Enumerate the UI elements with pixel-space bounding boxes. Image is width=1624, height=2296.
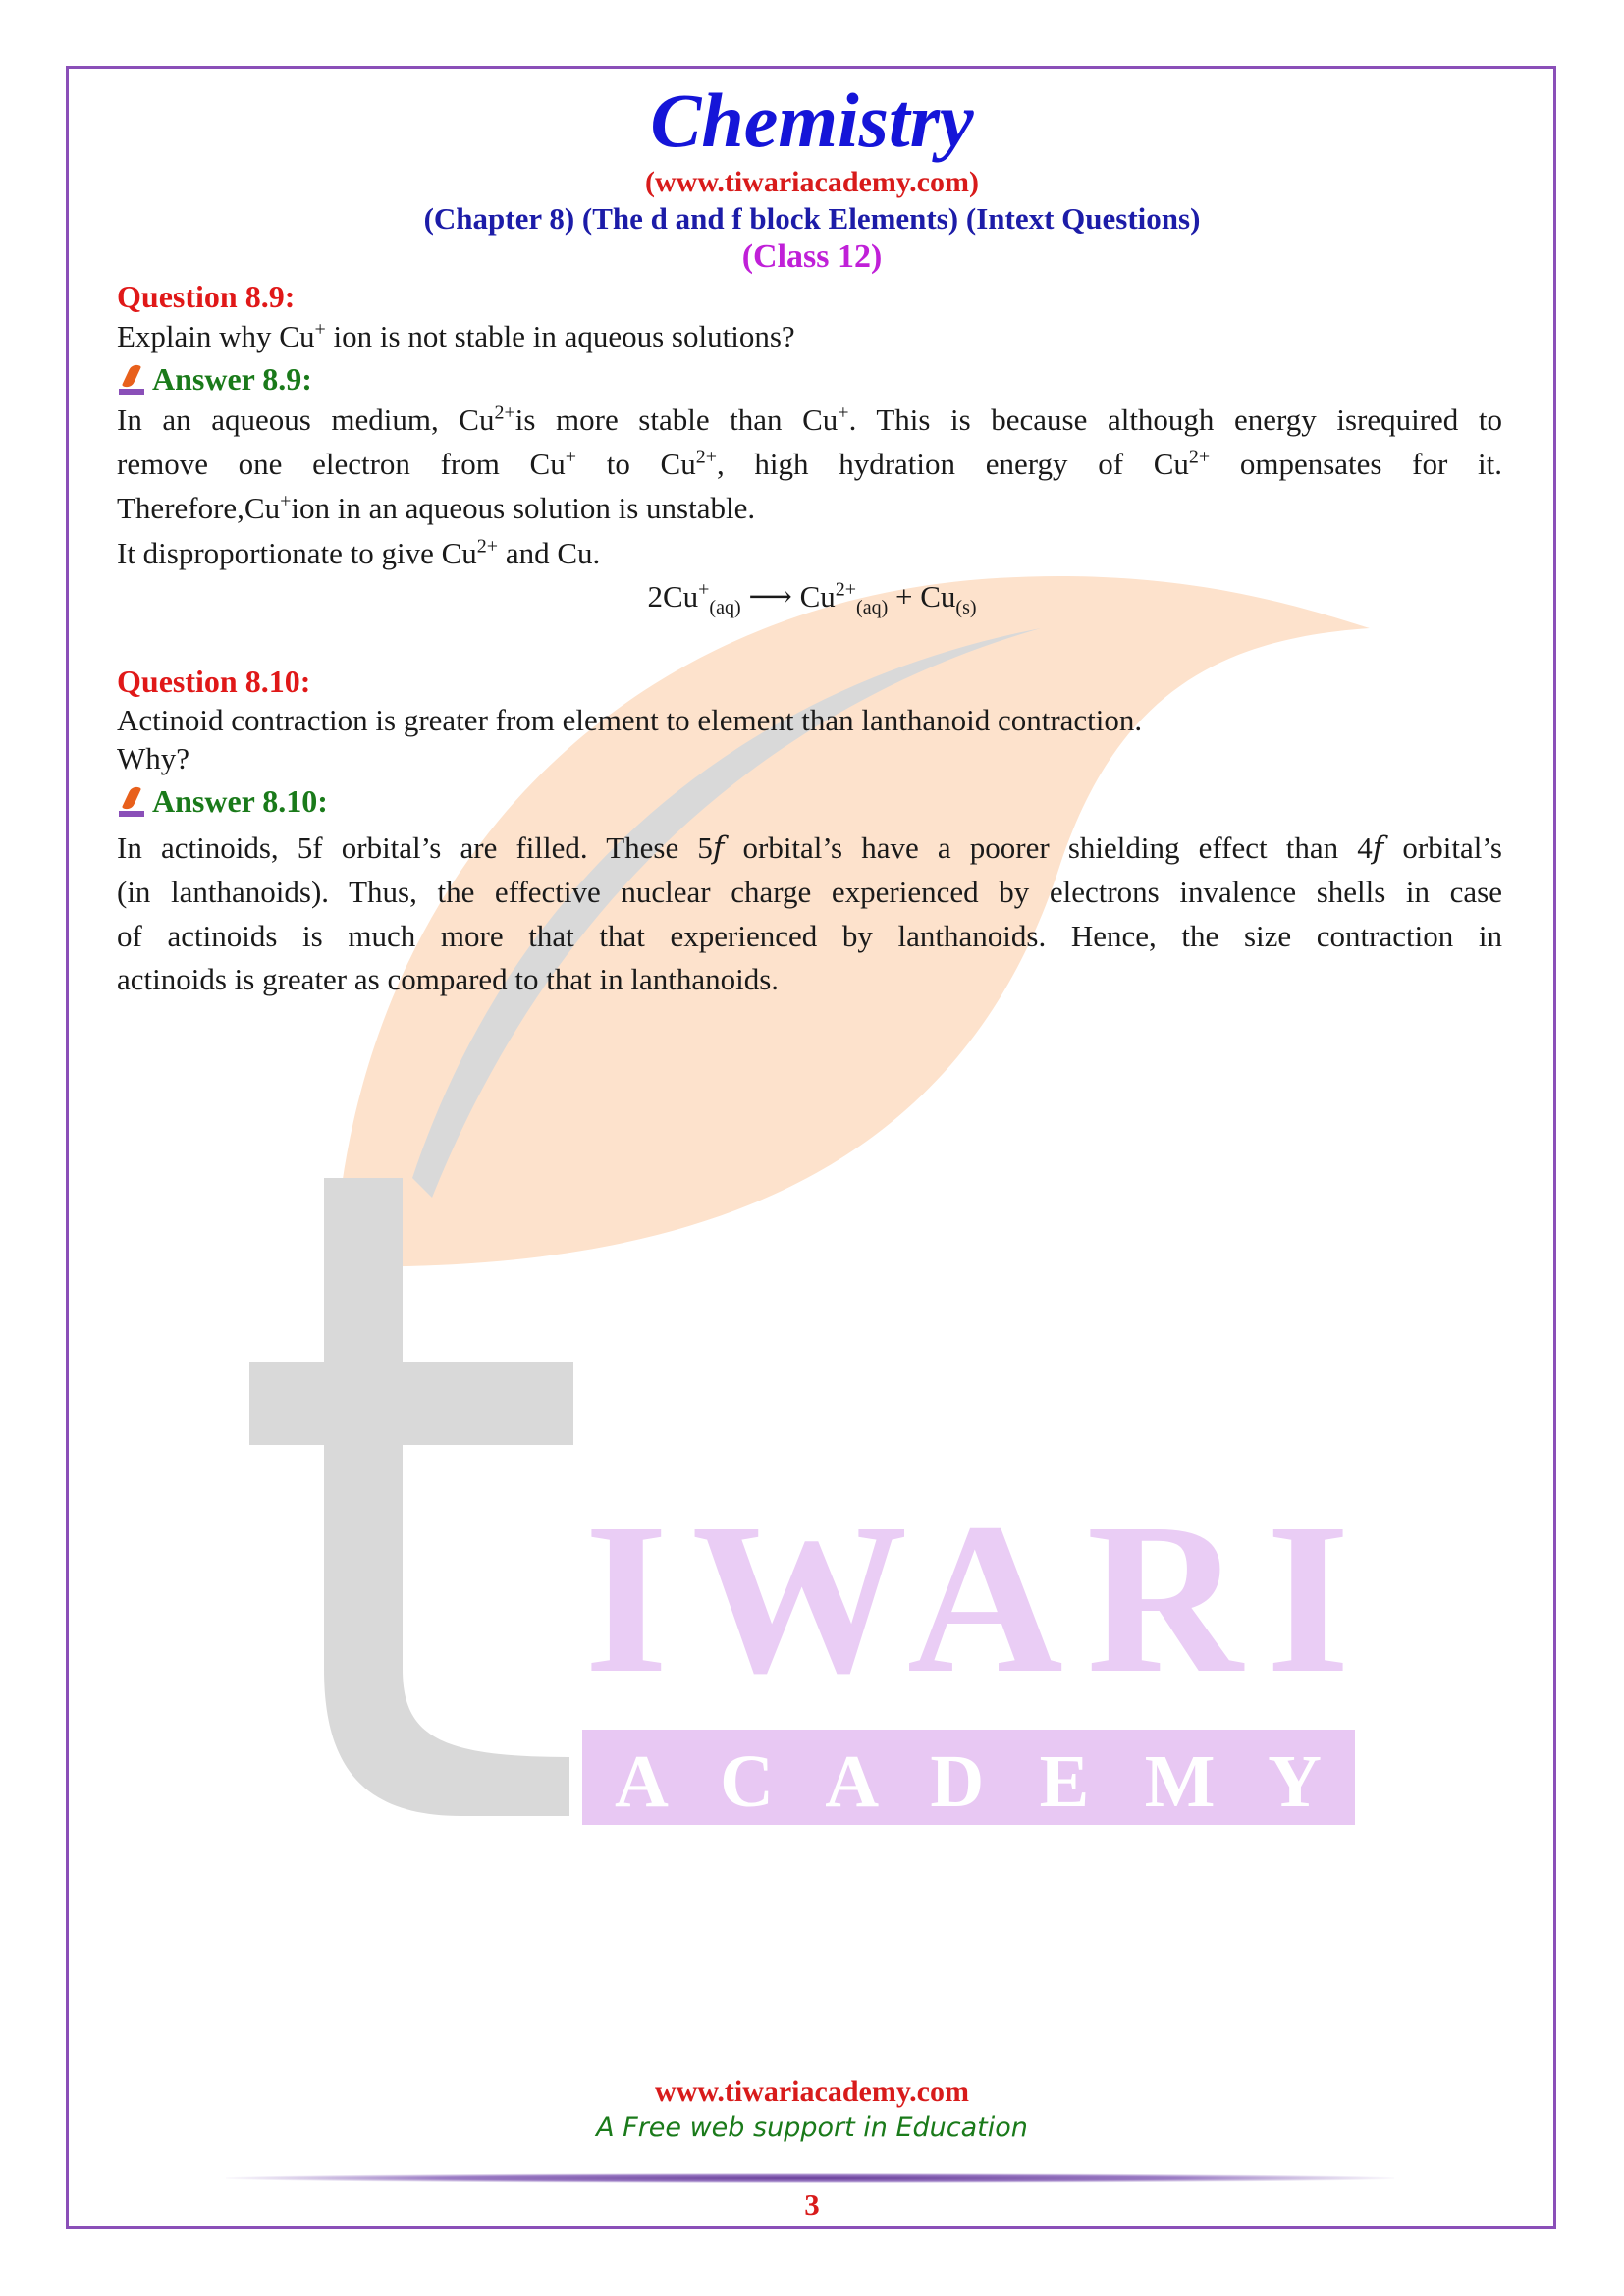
class-heading: (Class 12)	[741, 239, 883, 275]
answer-8-9-label: Answer 8.9:	[152, 361, 312, 397]
answer-8-10-heading	[117, 779, 1502, 824]
answer-8-9-line: Therefore,Cu+ion in an aqueous solution is unstable.	[117, 490, 756, 525]
answer-8-9-line: In an aqueous medium, $Cu^{2+}is$ more stable than Cu+. This is because although energy isrequired to	[117, 401, 1502, 437]
page-number: 3	[804, 2187, 820, 2221]
footer-url[interactable]: www.tiwariacademy.com	[655, 2075, 969, 2108]
quill-icon	[117, 363, 148, 397]
watermark-t-stem	[324, 1178, 569, 1816]
answer-8-9-line: remove one electron from Cu+ to $Cu^{2+}$, high hydration energy of $Cu^{2+}$ ompensates for it.	[117, 446, 1502, 481]
question-8-10-text: Why?	[117, 741, 190, 775]
answer-8-9-line: It disproportionate to give $Cu^{2+}$ and Cu.	[117, 535, 601, 570]
watermark-word-iwari: IWARI	[584, 1478, 1350, 1718]
answer-8-10-line: In actinoids, 5f orbital’s are filled. These 5𝑓 orbital’s have a poorer shielding effect than 4𝑓 orbital’s	[117, 830, 1502, 865]
question-8-9-text: Explain why Cu+ ion is not stable in aqueous solutions?	[117, 318, 795, 353]
answer-8-10-line: (in lanthanoids). Thus, the effective nuclear charge experienced by electrons invalence shells in case	[117, 875, 1502, 909]
answer-8-10-line: actinoids is greater as compared to that in lanthanoids.	[117, 962, 780, 996]
header-url[interactable]: (www.tiwariacademy.com)	[645, 166, 979, 198]
question-8-9-label: Question 8.9:	[117, 279, 296, 314]
footer-tagline: A Free web support in Education	[596, 2112, 1028, 2143]
chapter-heading: (Chapter 8) (The d and f block Elements) (Intext Questions)	[423, 201, 1201, 236]
watermark-t-crossbar	[249, 1362, 573, 1445]
question-8-10-label: Question 8.10:	[117, 664, 311, 699]
disproportionation-equation: $2Cu^+_{(aq)}$ ⟶ $Cu^{2+}_{(aq)} + Cu_{(s)}$	[647, 578, 977, 619]
answer-8-10-line: of actinoids is much more that that experienced by lanthanoids. Hence, the size contraction in	[117, 919, 1502, 953]
watermark-word-academy: A C A D E M Y	[615, 1740, 1322, 1823]
quill-icon	[117, 785, 148, 819]
question-8-10-text: Actinoid contraction is greater from element to element than lanthanoid contraction.	[117, 703, 1143, 737]
footer-divider	[226, 2173, 1394, 2183]
answer-8-10-label: Answer 8.10:	[152, 783, 328, 819]
page-title: Chemistry	[650, 78, 974, 163]
answer-8-9-heading	[117, 357, 1502, 401]
